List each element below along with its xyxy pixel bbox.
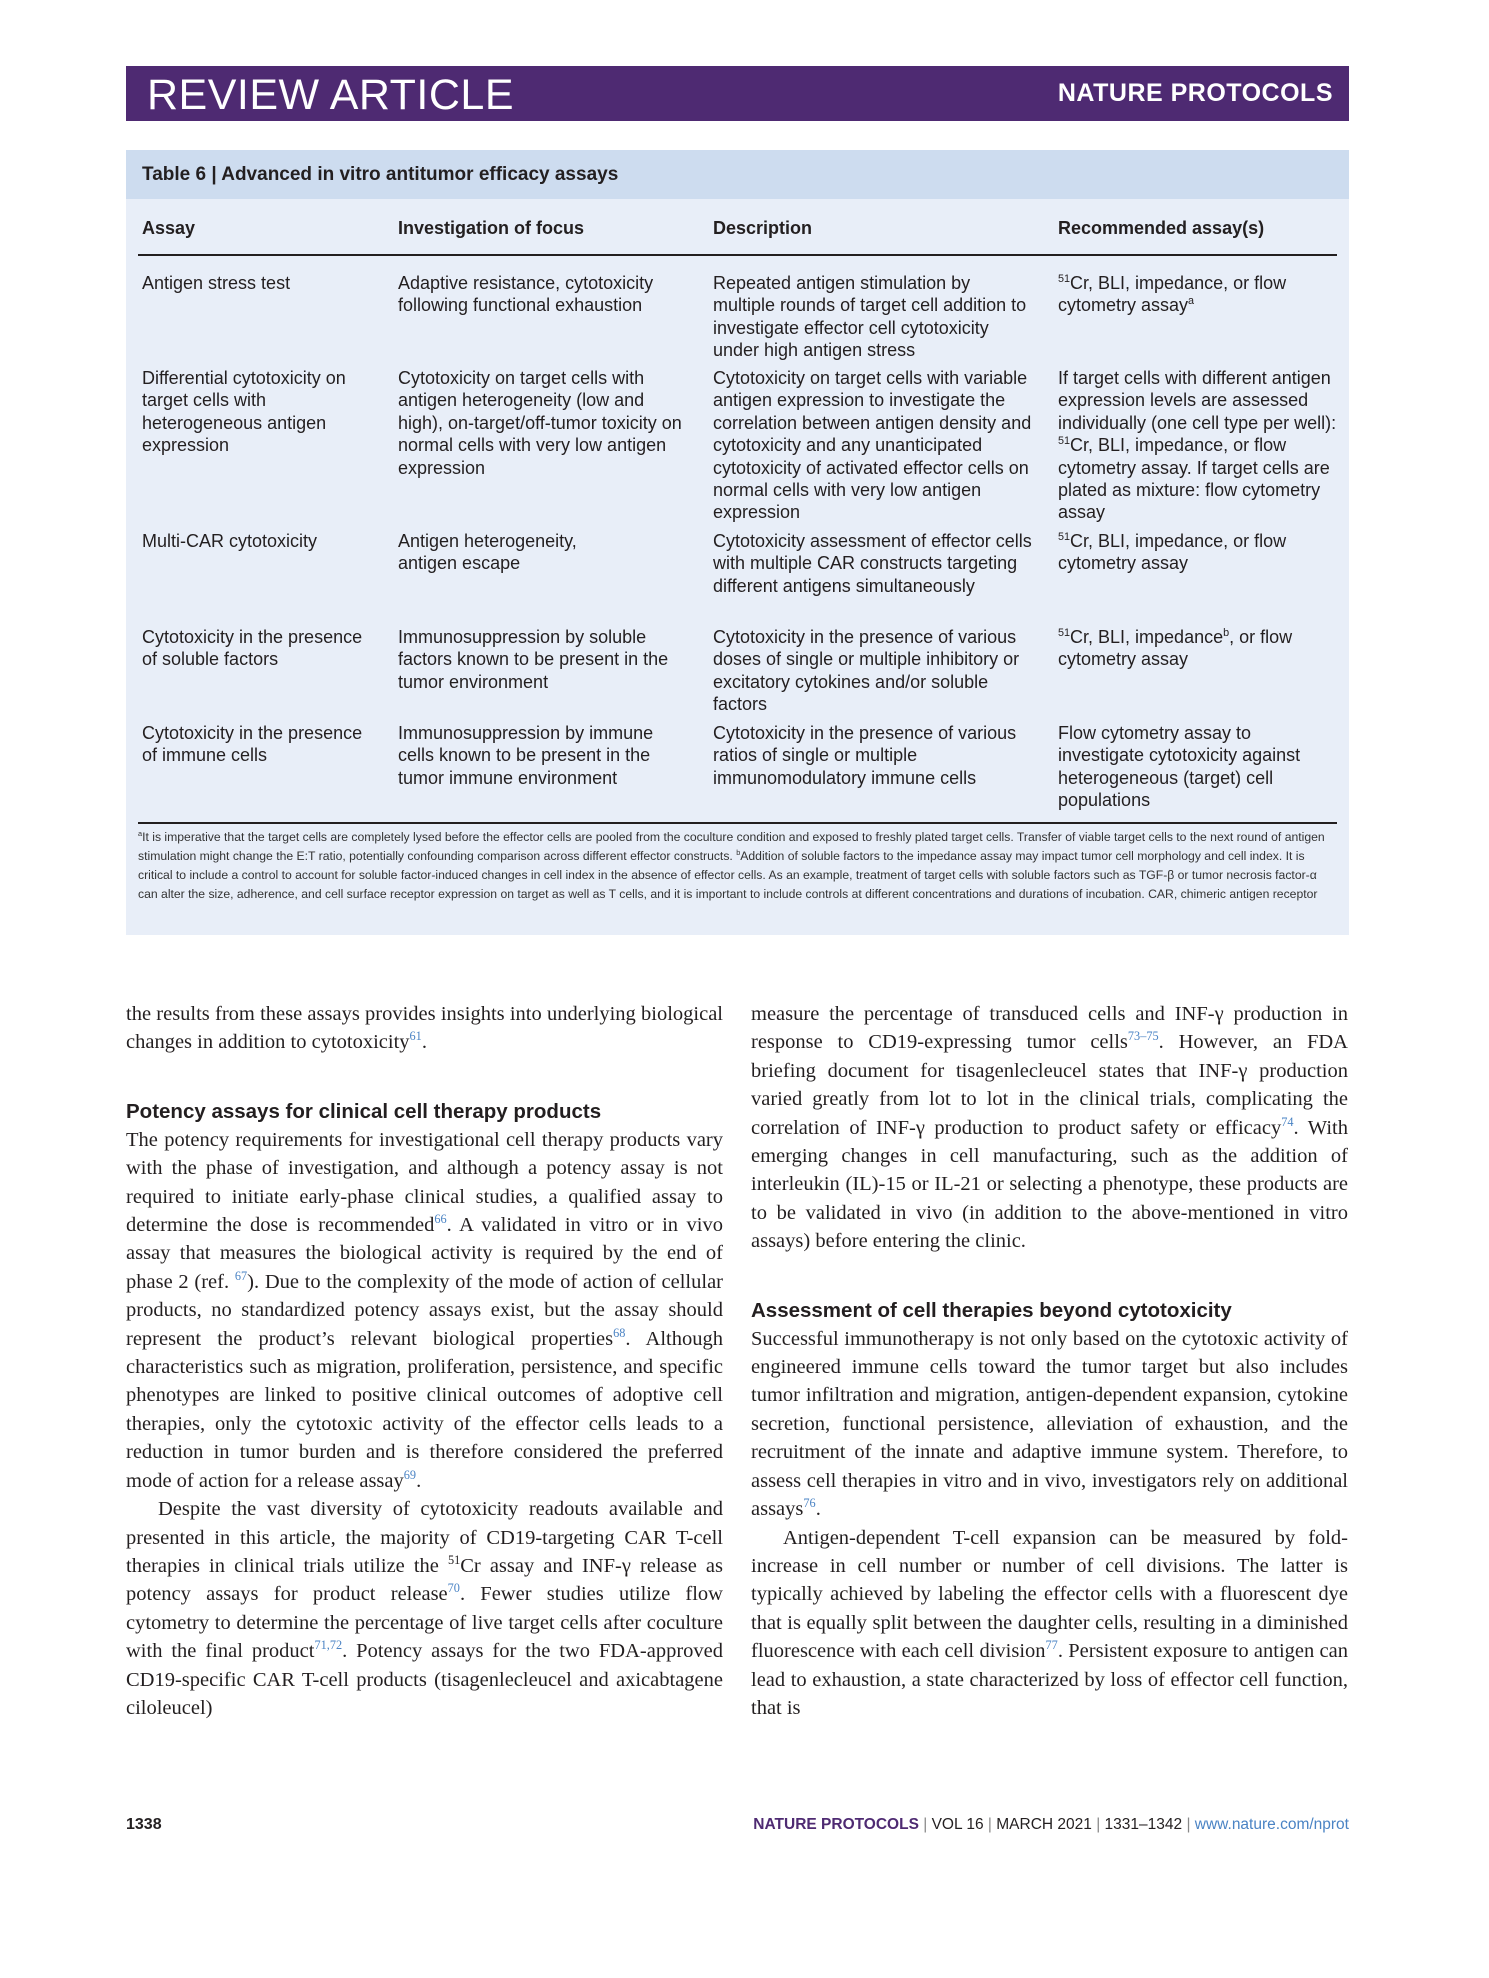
row5-assay: Cytotoxicity in the presence of immune cells (142, 723, 363, 766)
journal-label: NATURE PROTOCOLS (1057, 79, 1333, 107)
footer-date: MARCH 2021 (996, 1816, 1092, 1833)
row4-recommended: $^{51}$Cr, BLI, impedance$^b$, or flow cytometry assay (1058, 627, 1293, 670)
header-banner (126, 66, 1349, 121)
column-header-focus: Investigation of focus (398, 218, 585, 238)
column-header-recommended: Recommended assay(s) (1058, 218, 1265, 238)
page-number: 1338 (126, 1816, 162, 1833)
table-title (126, 150, 1349, 199)
left-paragraph-2: The potency requirements for investigational cell therapy products vary with the phase of investigation, and although a potency assay is not required to initiate early-phase clinical studies, a qualified assay to determine the dose is recommended$^{66}$. A validated in vitro or in vivo assay that measures the biological activity is required by the end of phase 2 (ref. $^{67}$). Due to the complexity of the mode of action of cellular products, no standardized potency assays exist, but the assay should represent the product’s relevant biological properties$^{68}$. Although characteristics such as migration, proliferation, persistence, and specific phenotypes are linked to positive clinical outcomes of adoptive cell therapies, only the cytotoxic activity of the effector cells leads to a reduction in tumor burden and is therefore considered the preferred mode of action for a release assay$^{69}$. (126, 1128, 723, 1492)
table-footnote: $^a$It is imperative that the target cells are completely lysed before the effector cells are pooled from the coculture condition and exposed to freshly plated target cells. Transfer of viable target cells to the next round of antigen stimulation might change the E:T ratio, potentially confounding comparison across different effector constructs. $^b$Addition of soluble factors to the impedance assay may impact tumor cell morphology and cell index. It is critical to include a control to account for soluble factor-induced changes in cell index in the absence of effector cells. As an example, treatment of target cells with soluble factors such as TGF-β or tumor necrosis factor-α can alter the size, adherence, and cell surface receptor expression on target as well as T cells, and it is important to include controls at different concentrations and durations of incubation. CAR, chimeric antigen receptor (138, 828, 1325, 901)
section-label: REVIEW ARTICLE (147, 71, 515, 119)
row3-description: Cytotoxicity assessment of effector cells with multiple CAR constructs targeting different antigens simultaneously (713, 531, 1032, 596)
row2-description: Cytotoxicity on target cells with variable antigen expression to investigate the correlation between antigen density and cytotoxicity and any unanticipated cytotoxicity of activated effector cells on normal cells with very low antigen expression (713, 368, 1032, 523)
table-6 (126, 150, 1349, 935)
footer-citation: NATURE PROTOCOLS | VOL 16 | MARCH 2021 | 1331–1342 | www.nature.com/nprot (753, 1816, 1349, 1833)
right-paragraph-1: measure the percentage of transduced cells and INF-γ production in response to CD19-expressing tumor cells$^{73-75}$. However, an FDA briefing document for tisagenlecleucel states that INF-γ production varied greatly from lot to lot in the clinical trials, complicating the correlation of INF-γ production to product safety or efficacy$^{74}$. With emerging changes in cell manufacturing, such as the addition of interleukin (IL)-15 or IL-21 or selecting a phenotype, these products are to be validated in vivo (in addition to the above-mentioned in vitro assays) before entering the clinic. (751, 1003, 1348, 1253)
row2-assay: Differential cytotoxicity on target cells with heterogeneous antigen expression (142, 368, 346, 456)
row3-focus: Antigen heterogeneity, antigen escape (398, 531, 577, 574)
left-paragraph-1: the results from these assays provides insights into underlying biological changes in addition to cytotoxicity$^{61}$. (126, 1003, 723, 1054)
left-paragraph-3: Despite the vast diversity of cytotoxicity readouts available and presented in this article, the majority of CD19-targeting CAR T-cell therapies in clinical trials utilize the $^{51}$Cr assay and INF-γ release as potency assays for product release$^{70}$. Fewer studies utilize flow cytometry to determine the percentage of live target cells after coculture with the final product$^{71,72}$. Potency assays for the two FDA-approved CD19-specific CAR T-cell products (tisagenlecleucel and axicabtagene ciloleucel) (126, 1498, 724, 1719)
table-title-text: Advanced in vitro antitumor efficacy assays (221, 164, 619, 185)
section-heading-potency: Potency assays for clinical cell therapy products (126, 1099, 602, 1123)
row3-assay: Multi-CAR cytotoxicity (142, 531, 318, 551)
table-label: Table 6 | (142, 164, 217, 185)
row4-description: Cytotoxicity in the presence of various doses of single or multiple inhibitory or excitatory cytokines and/or soluble factors (713, 627, 1020, 715)
row2-focus: Cytotoxicity on target cells with antigen heterogeneity (low and high), on-target/off-tumor toxicity on normal cells with very low antigen expression (398, 368, 682, 478)
row1-recommended: $^{51}$Cr, BLI, impedance, or flow cytometry assay$^a$ (1058, 273, 1287, 316)
section-heading-assessment: Assessment of cell therapies beyond cytotoxicity (751, 1298, 1232, 1322)
right-paragraph-2: Successful immunotherapy is not only based on the cytotoxic activity of engineered immune cells toward the tumor target but also includes tumor infiltration and migration, antigen-dependent expansion, cytokine secretion, functional persistence, alleviation of exhaustion, and the recruitment of the innate and adaptive immune system. Therefore, to assess cell therapies in vitro and in vivo, investigators rely on additional assays$^{76}$. (751, 1327, 1348, 1521)
column-header-assay: Assay (142, 218, 196, 238)
footer-journal: NATURE PROTOCOLS (753, 1816, 919, 1833)
row5-description: Cytotoxicity in the presence of various ratios of single or multiple immunomodulatory immune cells (713, 723, 1017, 788)
footer-url-link[interactable]: www.nature.com/nprot (1194, 1816, 1349, 1833)
row1-assay: Antigen stress test (142, 273, 291, 293)
row2-recommended: If target cells with different antigen expression levels are assessed individually (one cell type per well): $^{51}$Cr, BLI, impedance, or flow cytometry assay. If target cells are plated as mixture: flow cytometry assay (1058, 368, 1337, 523)
table-rule-bottom (138, 822, 1337, 824)
row3-recommended: $^{51}$Cr, BLI, impedance, or flow cytometry assay (1058, 531, 1287, 574)
footer-pages: 1331–1342 (1104, 1816, 1183, 1833)
left-column (126, 1000, 723, 1722)
row5-recommended: Flow cytometry assay to investigate cytotoxicity against heterogeneous (target) cell populations (1058, 723, 1301, 811)
row4-focus: Immunosuppression by soluble factors known to be present in the tumor environment (398, 627, 669, 692)
table-rule-top (138, 254, 1337, 256)
row1-description: Repeated antigen stimulation by multiple rounds of target cell addition to investigate effector cell cytotoxicity under high antigen stress (713, 273, 1027, 361)
footer-volume: VOL 16 (931, 1816, 984, 1833)
right-column (751, 1000, 1348, 1722)
row5-focus: Immunosuppression by immune cells known to be present in the tumor immune environment (398, 723, 654, 788)
row4-assay: Cytotoxicity in the presence of soluble factors (142, 627, 363, 670)
column-header-description: Description (713, 218, 813, 238)
right-paragraph-3: Antigen-dependent T-cell expansion can be measured by fold-increase in cell number or number of cell divisions. The latter is typically achieved by labeling the effector cells with a fluorescent dye that is equally split between the daughter cells, resulting in a diminished fluorescence with each cell division$^{77}$. Persistent exposure to antigen can lead to exhaustion, a state characterized by loss of effector cell function, that is (751, 1526, 1349, 1719)
row1-focus: Adaptive resistance, cytotoxicity following functional exhaustion (398, 273, 654, 316)
